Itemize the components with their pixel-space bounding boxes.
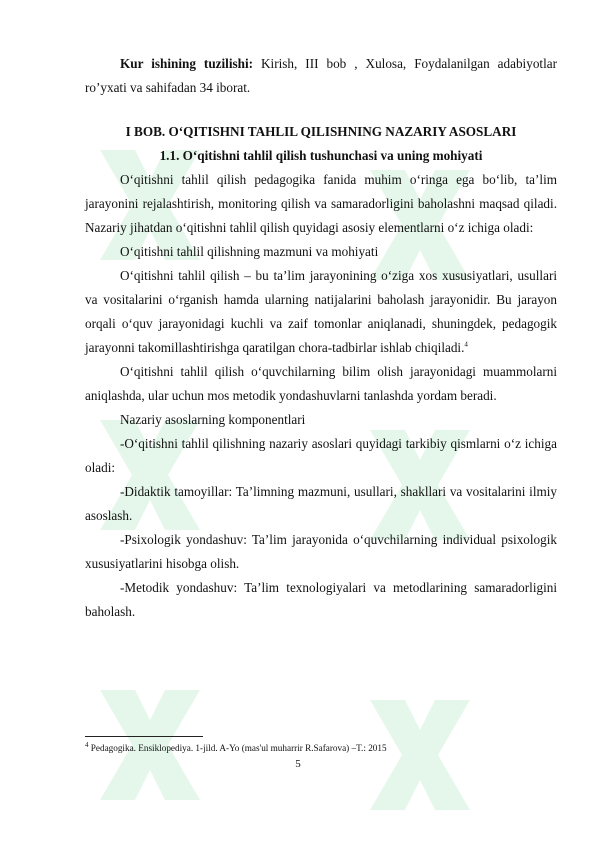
paragraph-subheading-content: O‘qitishni tahlil qilishning mazmuni va mohiyati — [120, 244, 379, 259]
definition-text: O‘qitishni tahlil qilish – bu ta’lim jarayonining o‘ziga xos xususiyatlari, usullari va vositalarini o‘rganish hamda ularning natijalarini baholash jarayonidir. Bu jarayon orqali o‘quv jarayonidagi kuchli va zaif tomonlar aniqlanadi, shuningdek, pedagogik jarayonni takomillashtirishga qaratilgan chora-tadbirlar ishlab chiqiladi. — [85, 268, 557, 355]
paragraph-intro: O‘qitishni tahlil qilish pedagogika fanida muhim o‘ringa ega bo‘lib, ta’lim jarayonini rejalashtirish, monitoring qilish va samaradorligini baholashni maqsad qiladi. Nazariy jihatdan o‘qitishni tahlil qilish quyidagi asosiy elementlarni o‘z ichiga oladi: — [85, 172, 557, 235]
structure-label: Kur ishining tuzilishi: — [120, 56, 254, 71]
footnote-divider — [85, 736, 203, 737]
footnote-reference: 4 — [464, 340, 468, 349]
footnote-number: 4 — [85, 740, 89, 749]
footnote-text: Pedagogika. Ensiklopediya. 1-jild. A-Yo (mas'ul muharrir R.Safarova) –T.: 2015 — [88, 743, 387, 753]
paragraph-purpose: O‘qitishni tahlil qilish o‘quvchilarning bilim olish jarayonidagi muammolarni aniqlashda, ular uchun mos metodik yondashuvlarni tanlashda yordam beradi. — [85, 364, 557, 403]
footnote — [85, 742, 387, 754]
list-item-didactic: -Didaktik tamoyillar: Ta’limning mazmuni, usullari, shakllari va vositalarini ilmiy asoslash. — [85, 484, 557, 523]
structure-text: Kirish, III bob , Xulosa, Foydalanilgan adabiyotlar ro’yxati va sahifadan 34 iborat. — [85, 56, 557, 95]
list-item-methodical: -Metodik yondashuv: Ta’lim texnologiyalari va metodlarining samaradorligini baholash. — [85, 580, 557, 619]
document-body — [85, 52, 557, 624]
paragraph-subheading-components: Nazariy asoslarning komponentlari — [120, 412, 306, 427]
page-number: 5 — [295, 758, 301, 770]
watermark-logo-icon — [360, 680, 480, 830]
chapter-title: I BOB. O‘QITISHNI TAHLIL QILISHNING NAZARIY ASOSLARI — [125, 124, 517, 139]
structure-paragraph — [85, 52, 557, 100]
section-title: 1.1. O‘qitishni tahlil qilish tushunchasi va uning mohiyati — [159, 148, 483, 163]
paragraph-components-intro: -O‘qitishni tahlil qilishning nazariy asoslari quyidagi tarkibiy qismlarni o‘z ichiga oladi: — [85, 436, 557, 475]
paragraph-definition — [85, 264, 557, 360]
list-item-psychological: -Psixologik yondashuv: Ta’lim jarayonida o‘quvchilarning individual psixologik xususiyatlarini hisobga olish. — [85, 532, 557, 571]
